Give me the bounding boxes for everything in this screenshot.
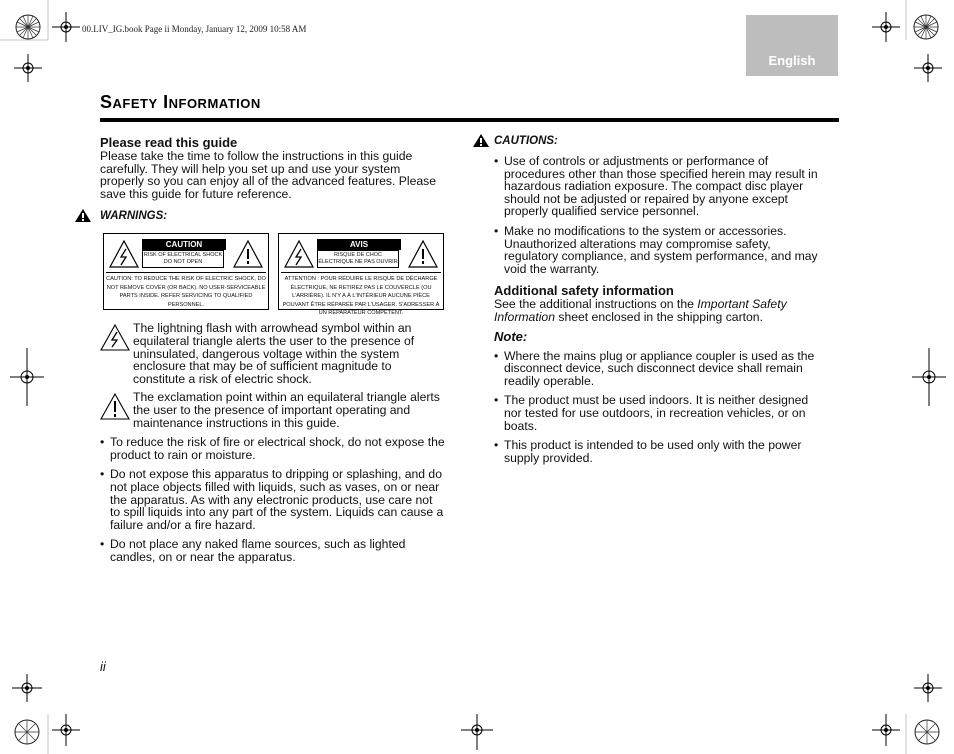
additional-text xyxy=(494,298,828,323)
file-info-header: 00.LIV_IG.book Page ii Monday, January 12, 2009 10:58 AM xyxy=(82,24,307,34)
additional-text-post: sheet enclosed in the shipping carton. xyxy=(554,309,763,324)
exclamation-triangle-icon xyxy=(100,393,130,420)
registration-mark-mid-right-icon xyxy=(904,340,954,414)
page-title: Safety Information xyxy=(100,92,261,112)
registration-mark-bottom-center-icon xyxy=(455,710,499,754)
caution-label-text: CAUTION: TO REDUCE THE RISK OF ELECTRIC SHOCK, DO NOT REMOVE COVER (OR BACK). NO USER-SERVICEABLE PARTS INSIDE. REFER SERVICING TO QUALIFIED PERSONNEL. xyxy=(106,272,266,309)
intro-heading: Please read this guide xyxy=(100,135,238,150)
list-item: • The product must be used indoors. It is neither designed nor tested for use outdoors, in recreation vehicles, or on boats. xyxy=(494,394,828,432)
language-tab-label: English xyxy=(768,53,816,68)
additional-text-pre: See the additional instructions on the xyxy=(494,297,698,312)
lightning-explanation xyxy=(100,322,445,385)
language-tab xyxy=(746,15,838,76)
cautions-heading-label: CAUTIONS: xyxy=(494,135,558,147)
list-item: • Do not expose this apparatus to dripping or splashing, and do not place objects filled with liquids, such as vases, on or near the apparatus. As with any electronic products, use care not to spill liquids into any part of the system. Liquids can cause a failure and/or a fire hazard. xyxy=(100,468,445,531)
exclamation-triangle-icon xyxy=(408,240,438,268)
lightning-triangle-icon xyxy=(284,240,314,268)
cautions-heading xyxy=(494,135,828,148)
registration-mark-bottom-right-icon xyxy=(854,654,954,754)
registration-mark-mid-left-icon xyxy=(0,340,50,414)
lightning-triangle-icon xyxy=(100,324,130,351)
warning-list xyxy=(100,436,445,563)
warning-triangle-icon xyxy=(74,208,92,223)
caution-list xyxy=(494,155,828,275)
exclamation-triangle-icon xyxy=(233,240,263,268)
registration-mark-bottom-left-icon xyxy=(0,654,100,754)
page-number: ii xyxy=(100,659,106,674)
registration-mark-top-right-icon xyxy=(854,0,954,90)
list-item: • Where the mains plug or appliance coupler is used as the disconnect device, such disconnect device shall remain readily operable. xyxy=(494,350,828,388)
warnings-heading xyxy=(100,210,445,223)
lightning-text: The lightning flash with arrowhead symbol within an equilateral triangle alerts the user to the presence of uninsulated, dangerous voltage within the system enclosure that may be of sufficient magnitude to constitute a risk of electric shock. xyxy=(133,321,415,386)
list-item: • Do not place any naked flame sources, such as lighted candles, on or near the apparatus. xyxy=(100,538,445,563)
intro-text: Please take the time to follow the instructions in this guide carefully. They will help you set up and use your system properly so you can enjoy all of the advanced features. Please save this guide for future reference. xyxy=(100,149,437,201)
additional-heading: Additional safety information xyxy=(494,283,674,299)
additional-text-italic: Important Safety Information xyxy=(494,297,787,324)
caution-label-title: CAUTION xyxy=(142,239,226,250)
right-column xyxy=(494,135,828,464)
note-heading: Note: xyxy=(494,328,528,344)
list-item: • Use of controls or adjustments or performance of procedures other than those specified herein may result in hazardous radiation exposure. The compact disc player should not be adjusted or repaired by anyone except properly qualified service personnel. xyxy=(494,155,828,218)
exclamation-text: The exclamation point within an equilateral triangle alerts the user to the presence of important operating and maintenance instructions in this guide. xyxy=(133,390,440,430)
avis-label-sub: RISQUE DE CHOC ÉLECTRIQUE NE PAS OUVRIR xyxy=(317,250,399,268)
note-list xyxy=(494,350,828,465)
avis-label-title: AVIS xyxy=(317,239,401,250)
caution-label-sub: RISK OF ELECTRICAL SHOCK DO NOT OPEN xyxy=(142,250,224,268)
warning-triangle-icon xyxy=(472,133,490,148)
list-item: • This product is intended to be used only with the power supply provided. xyxy=(494,439,828,464)
left-column xyxy=(100,135,445,563)
caution-label-english xyxy=(103,233,269,310)
registration-mark-top-left-icon xyxy=(0,0,100,90)
list-item: • To reduce the risk of fire or electrical shock, do not expose the product to rain or moisture. xyxy=(100,436,445,461)
exclamation-explanation xyxy=(100,391,445,429)
avis-label-text: ATTENTION : POUR RÉDUIRE LE RISQUE DE DÉCHARGE ÉLECTRIQUE, NE RETIREZ PAS LE COUVERCLE (OU L'ARRIÈRE). IL N'Y A À L'INTÉRIEUR AUCUNE PIÈCE POUVANT ÊTRE RÉPARÉE PAR L'USAGER. S'ADRESSER À UN RÉPARATEUR COMPÉTENT. xyxy=(281,272,441,317)
warnings-heading-label: WARNINGS: xyxy=(100,210,168,223)
title-rule xyxy=(100,118,839,122)
list-item: • Make no modifications to the system or accessories. Unauthorized alterations may compromise safety, regulatory compliance, and system performance, and may void the warranty. xyxy=(494,225,828,275)
caution-label-french xyxy=(278,233,444,316)
caution-labels xyxy=(100,233,445,314)
lightning-triangle-icon xyxy=(109,240,139,268)
